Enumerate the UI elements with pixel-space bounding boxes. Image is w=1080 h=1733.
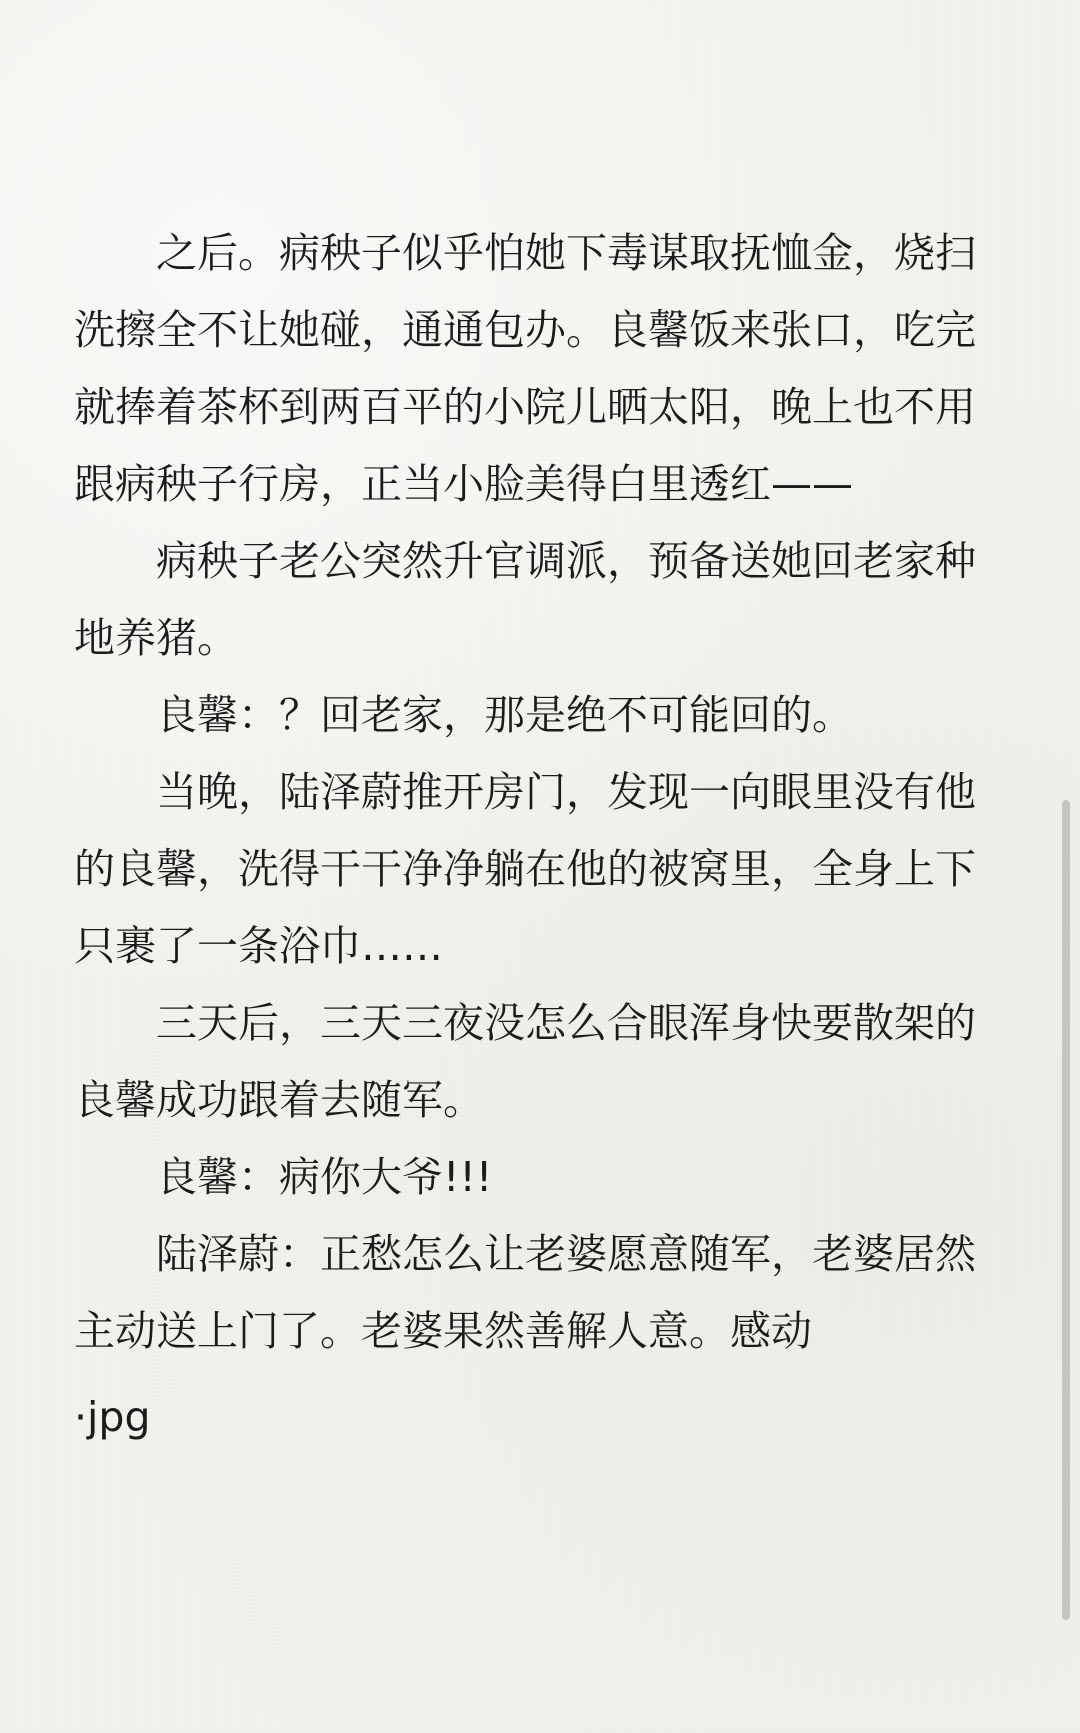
paragraph-4: 当晚，陆泽蔚推开房门，发现一向眼里没有他的良馨，洗得干干净净躺在他的被窝里，全身上下只裹了一条浴巾…… <box>74 768 976 970</box>
paragraph-7: 陆泽蔚：正愁怎么让老婆愿意随军，老婆居然主动送上门了。老婆果然善解人意。感动 <box>74 1230 976 1355</box>
paragraph-3: 良馨：？回老家，那是绝不可能回的。 <box>156 691 853 739</box>
paragraph-5: 三天后，三天三夜没怎么合眼浑身快要散架的良馨成功跟着去随军。 <box>74 999 976 1124</box>
paragraph-1: 之后。病秧子似乎怕她下毒谋取抚恤金，烧扫洗擦全不让她碰，通通包办。良馨饭来张口，吃完就捧着茶杯到两百平的小院儿晒太阳，晚上也不用跟病秧子行房，正当小脸美得白里透红—— <box>74 229 976 508</box>
article-body <box>74 215 1004 1456</box>
paragraph-2: 病秧子老公突然升官调派，预备送她回老家种地养猪。 <box>74 537 976 662</box>
vertical-scrollbar[interactable] <box>1062 800 1070 1620</box>
trailing-text: ·jpg <box>74 1393 151 1441</box>
paragraph-6: 良馨：病你大爷!!! <box>156 1153 493 1201</box>
